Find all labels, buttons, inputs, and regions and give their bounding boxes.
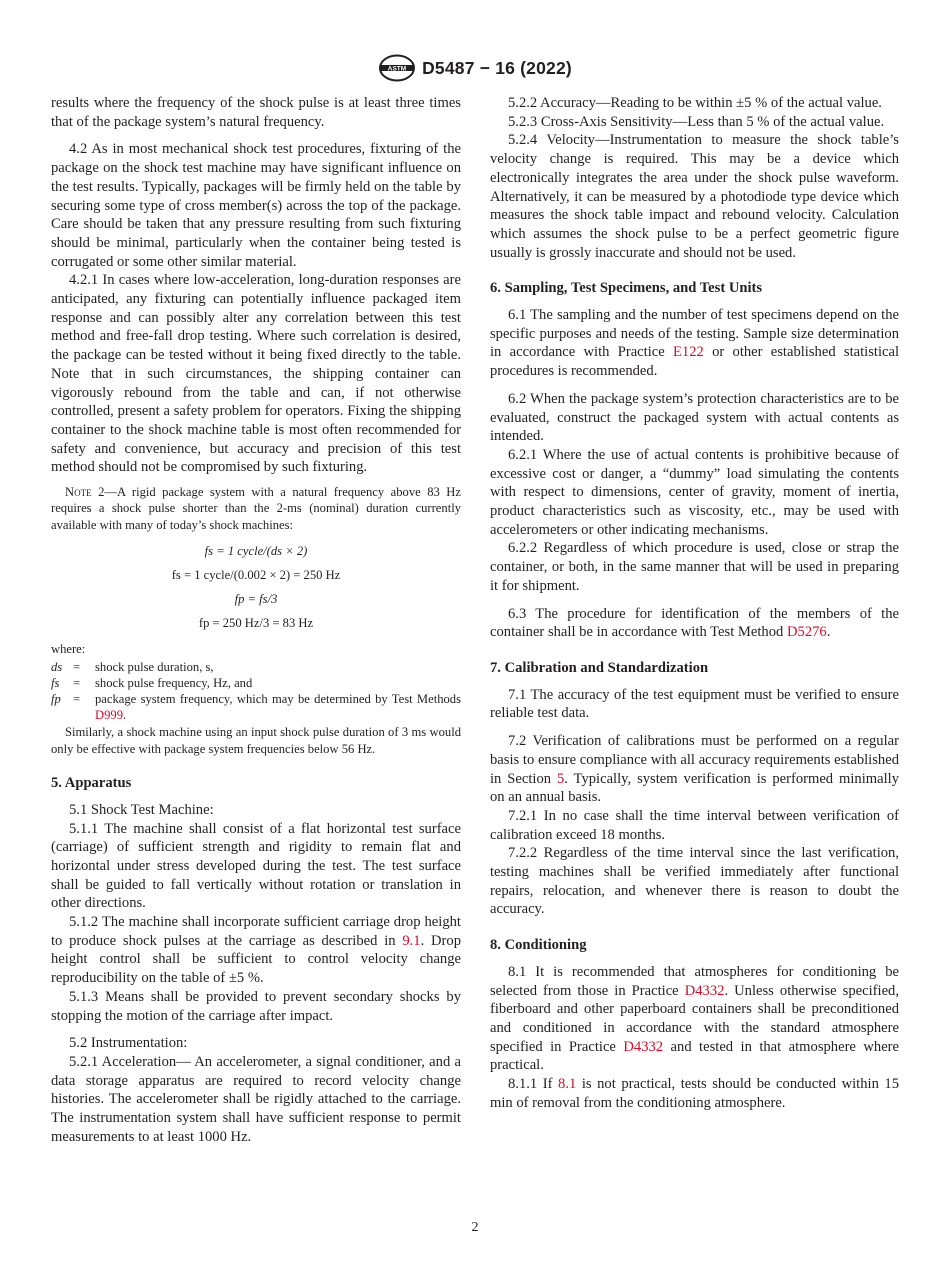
link-d4332-second[interactable]: D4332 — [623, 1038, 664, 1055]
link-d5276[interactable]: D5276 — [786, 624, 827, 641]
paragraph-6-2: 6.2 When the package system’s protection characteristics are to be evaluated, construct the packaged system with actual contents as intended. — [490, 390, 899, 445]
paragraph-5-1-2-b: . Drop height control shall be sufficient to control velocity change reproducibility on the table of ±5 %. — [51, 932, 462, 987]
equation-2: fs = 1 cycle/(0.002 × 2) = 250 Hz — [171, 568, 341, 583]
paragraph-6-2-1: 6.2.1 Where the use of actual contents is prohibitive because of excessive cost or danger, a “dummy” load simulating the contents with respect to dimensions, center of gravity, moment of inertia, product characteristics such as viscosity, etc., may be used with accelerometers or other indicating mechanisms. — [490, 446, 899, 538]
note-2-text: A rigid package system with a natural frequency above 83 Hz requires a shock pulse shorter than the 2-ms (nominal) duration currently available with many of today’s shock machines: — [51, 485, 461, 532]
paragraph-8-1-1-a: 8.1.1 If — [508, 1076, 553, 1093]
definition-symbol: fs — [51, 676, 60, 691]
paragraph-continued: results where the frequency of the shock pulse is at least three times that of the package system’s natural frequency. — [51, 95, 461, 130]
note-similarly: Similarly, a shock machine using an input shock pulse duration of 3 ms would only be effective with package system frequencies below 56 Hz. — [51, 725, 461, 756]
definition-text-body: package system frequency, which may be determined by Test Methods — [95, 692, 461, 707]
definition-text: shock pulse frequency, Hz, and — [95, 676, 253, 691]
svg-text:ASTM: ASTM — [387, 65, 407, 73]
link-8-1[interactable]: 8.1 — [558, 1076, 577, 1093]
astm-logo-icon — [378, 54, 416, 82]
link-9-1[interactable]: 9.1 — [402, 932, 421, 949]
paragraph-7-2-2: 7.2.2 Regardless of the time interval since the last verification, testing machines shall be verified immediately after functional repairs, relocation, and whenever there is reason to doubt the accuracy. — [490, 845, 899, 918]
equations — [51, 539, 461, 635]
definitions-list — [51, 659, 461, 723]
paragraph-6-1-a: 6.1 The sampling and the number of test specimens depend on the specific purposes and needs of the testing. Sample size determination in accordance with Practice — [490, 307, 899, 361]
paragraph-8-1-b: . Unless otherwise specified, fiberboard and other paperboard containers shall be preconditioned and conditioned in accordance with the standard atmosphere specified in Practice — [490, 982, 899, 1055]
paragraph-5-2-1: 5.2.1 Acceleration— An accelerometer, a signal conditioner, and a data storage apparatus are required to record velocity change histories. The accelerometer shall be rigidly attached to the carriage. The instrumentation system shall have sufficient response to permit measurements to at least 1000 Hz. — [51, 1053, 461, 1145]
left-column — [51, 94, 461, 1146]
paragraph-6-3 — [490, 605, 899, 642]
paragraph-6-3-a: 6.3 The procedure for identification of the members of the container shall be in accordance with Test Method — [490, 605, 899, 641]
definition-tail: . — [123, 708, 127, 723]
equation-4: fp = 250 Hz/3 = 83 Hz — [198, 616, 314, 631]
paragraph-5-1-2 — [51, 913, 461, 988]
paragraph-6-3-b: . — [826, 624, 831, 641]
paragraph-8-1-c: and tested in that atmosphere where practical. — [490, 1038, 900, 1074]
definition-row — [51, 691, 461, 723]
where-label: where: — [51, 642, 86, 657]
paragraph-7-2-a: 7.2 Verification of calibrations must be performed on a regular basis to ensure compliance with all accuracy requirements established in Section — [490, 733, 899, 787]
paragraph-7-2 — [490, 732, 899, 807]
paragraph-5-2-3: 5.2.3 Cross-Axis Sensitivity—Less than 5 % of the actual value. — [508, 113, 885, 130]
paragraph-8-1 — [490, 963, 899, 1075]
paragraph-5-1-3: 5.1.3 Means shall be provided to prevent secondary shocks by stopping the motion of the carriage after impact. — [51, 988, 461, 1024]
definition-text — [95, 691, 461, 723]
definition-row — [51, 675, 461, 691]
definition-row — [51, 659, 461, 675]
link-e122[interactable]: E122 — [673, 344, 704, 361]
paragraph-5-2-4: 5.2.4 Velocity—Instrumentation to measure the shock table’s velocity change is required. This may be a device which electronically integrates the area under the shock pulse waveform. Alternatively, it can be measured by a photodiode type device which measures the shock table impact and rebound velocity. Calculation which assumes the shock pulse to be a perfect geometric figure usually is grossly inaccurate and should not be used. — [490, 132, 899, 261]
paragraph-7-2-1: 7.2.1 In no case shall the time interval between verification of calibration exceed 18 months. — [490, 807, 899, 843]
link-section-5[interactable]: 5 — [556, 770, 565, 787]
note-2 — [51, 484, 461, 533]
paragraph-5-2: 5.2 Instrumentation: — [69, 1035, 188, 1052]
definition-equals: = — [73, 660, 81, 675]
paragraph-8-1-1-b: is not practical, tests should be conducted within 15 min of removal from the conditioning atmosphere. — [490, 1076, 900, 1111]
link-d999[interactable]: D999 — [95, 708, 123, 723]
definition-text: shock pulse duration, s, — [95, 660, 214, 675]
paragraph-8-1-a: 8.1 It is recommended that atmospheres for conditioning be selected from those in Practice — [490, 963, 899, 999]
equation-1: fs = 1 cycle/(ds × 2) — [204, 544, 308, 559]
note-2-label: Note 2— — [65, 485, 117, 500]
paragraph-8-1-1 — [490, 1075, 899, 1112]
definition-symbol: fp — [51, 692, 61, 707]
paragraph-5-2-2: 5.2.2 Accuracy—Reading to be within ±5 % of the actual value. — [508, 95, 882, 111]
definition-equals: = — [73, 692, 81, 707]
paragraph-6-2-2: 6.2.2 Regardless of which procedure is used, close or strap the container, or both, in the same manner that will be used in preparing it for shipment. — [490, 540, 899, 594]
paragraph-4-2-1: 4.2.1 In cases where low-acceleration, long-duration responses are anticipated, any fixturing can potentially influence packaged item response and can possibly alter any correlation between this test method and free-fall drop testing. Where such correlation is desired, the package can be tested without it being fixed directly to the table. Note that in such circumstances, the shipping container can vigorously rebound from the table and can, if not otherwise controlled, present a safety problem for operators. Fixing the shipping container to the shock machine table is most often recommended for safety and convenience, but accuracy and precision of this test method should not be compromised by such fixturing. — [51, 272, 461, 476]
paragraph-5-1-1: 5.1.1 The machine shall consist of a flat horizontal test surface (carriage) of sufficient strength and rigidity to remain flat and horizontal under stress developed during the test. The test surface shall be guided to fall vertically without rotation or translation in other directions. — [51, 820, 461, 912]
paragraph-5-1 — [51, 801, 461, 820]
definition-equals: = — [73, 676, 81, 691]
equation-3: fp = fs/3 — [234, 592, 278, 607]
page-header — [0, 52, 950, 84]
paragraph-6-1 — [490, 306, 899, 381]
document-id: D5487 − 16 (2022) — [422, 57, 572, 78]
paragraph-5-1-text: 5.1 Shock Test Machine: — [69, 801, 214, 818]
page-number: 2 — [471, 1220, 479, 1235]
section-8-heading: 8. Conditioning — [490, 937, 587, 954]
paragraph-7-1: 7.1 The accuracy of the test equipment must be verified to ensure reliable test data. — [490, 686, 899, 722]
link-d4332[interactable]: D4332 — [684, 982, 725, 999]
section-7-heading: 7. Calibration and Standardization — [490, 659, 709, 676]
paragraph-5-1-2-a: 5.1.2 The machine shall incorporate sufficient carriage drop height to produce shock pulses at the carriage as described in — [51, 914, 461, 949]
paragraph-6-1-b: or other established statistical procedures is recommended. — [490, 344, 900, 380]
definition-symbol: ds — [51, 660, 63, 675]
section-5-heading: 5. Apparatus — [51, 775, 132, 792]
right-column — [490, 94, 899, 1112]
paragraph-7-2-b: . Typically, system verification is performed minimally on an annual basis. — [490, 770, 900, 806]
paragraph-4-2: 4.2 As in most mechanical shock test procedures, fixturing of the package on the shock test machine may have significant influence on the test results. Typically, packages will be firmly held on the table by securing some type of cross member(s) across the top of the package. Care should be taken that any pressure resulting from such fixturing should be minimal, particularly when the container being tested is corrugated or some other similar material. — [51, 141, 461, 270]
section-6-heading: 6. Sampling, Test Specimens, and Test Units — [490, 280, 763, 297]
